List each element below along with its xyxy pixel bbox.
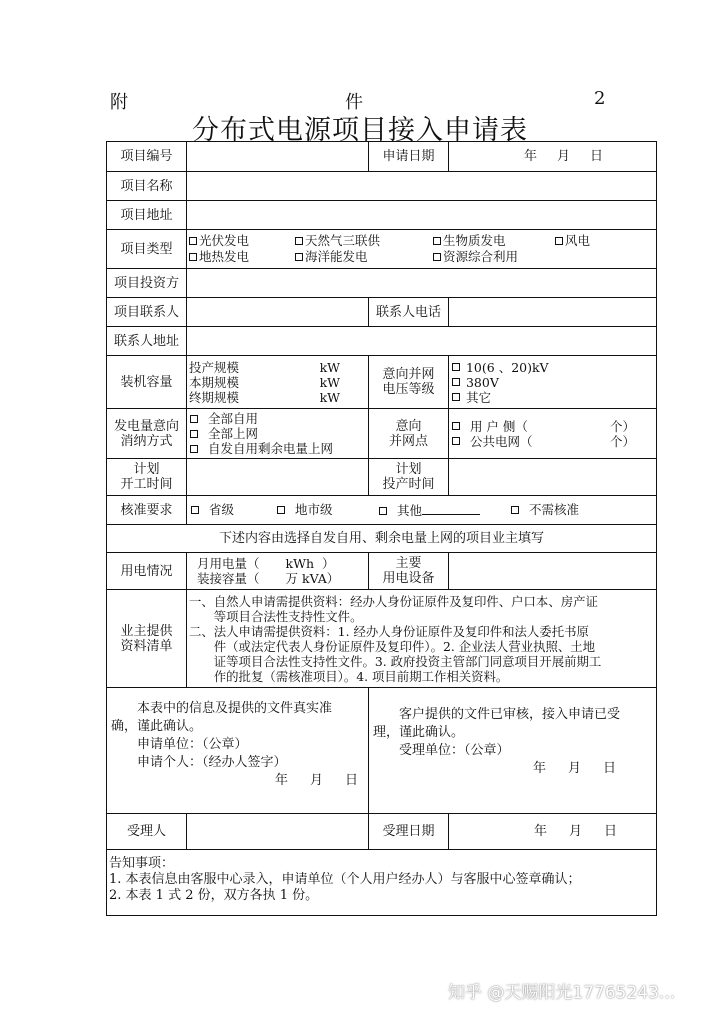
notice-item-1: 1. 本表信息由客服中心录入，申请单位（个人用户经办人）与客服中心签章确认； [109, 872, 581, 887]
label-project-addr: 项目地址 [107, 201, 187, 230]
label-receiver: 受理人 [107, 814, 187, 850]
row-project-addr [107, 201, 657, 230]
label-approval: 核准要求 [107, 496, 187, 525]
row-contact-addr [107, 327, 657, 356]
self-use-note: 下述内容由选择自发自用、剩余电量上网的项目业主填写 [107, 525, 657, 553]
field-plan-start[interactable] [187, 459, 369, 496]
applicant-confirm: 确，谨此确认。 [111, 719, 203, 734]
docs-line: 等项目合法性支持性文件。 [189, 608, 363, 624]
type-ocean[interactable]: 海洋能发电 [295, 249, 368, 264]
form-title: 分布式电源项目接入申请表 [192, 115, 528, 146]
label-docs: 业主提供 资料清单 [107, 590, 187, 688]
row-signatures [107, 688, 657, 814]
field-receiver[interactable] [187, 814, 369, 850]
field-approval [187, 496, 657, 525]
label-consume: 发电量意向 消纳方式 [107, 409, 187, 459]
row-capacity [107, 356, 657, 409]
checkbox-icon [379, 507, 387, 515]
annex-jian: 件 [345, 92, 363, 113]
field-plan-prod[interactable] [449, 459, 657, 496]
zhihu-watermark: 知乎 @天赐阳光17765243... [448, 983, 676, 1003]
notice-item-2: 2. 本表 1 式 2 份，双方各执 1 份。 [109, 888, 319, 903]
row-plan [107, 459, 657, 496]
consume-all-grid[interactable]: 全部上网 [190, 426, 365, 441]
checkbox-icon [555, 237, 563, 245]
field-main-equip[interactable] [449, 553, 657, 590]
row-receiver [107, 814, 657, 850]
field-contact-addr[interactable] [187, 327, 657, 356]
field-apply-date[interactable] [449, 142, 657, 172]
receiver-sign-block [369, 688, 657, 814]
label-usage: 用电情况 [107, 553, 187, 590]
field-docs [187, 590, 657, 688]
field-receive-date[interactable]: 年 月 日 [449, 814, 657, 850]
label-plan-prod: 计划 投产时间 [369, 459, 449, 496]
checkbox-icon [190, 445, 198, 453]
row-approval [107, 496, 657, 525]
checkbox-icon [433, 237, 441, 245]
receiver-statement: 客户提供的文件已审核，接入申请已受 [399, 707, 621, 722]
label-main-equip: 主要 用电设备 [369, 553, 449, 590]
field-project-no[interactable] [187, 142, 369, 172]
notice-block [107, 850, 657, 916]
voltage-380v[interactable]: 380V [452, 375, 653, 390]
annex-fu: 附 [110, 92, 128, 113]
field-capacity [187, 356, 369, 409]
cap-row-2[interactable]: 本期规模 kW [189, 374, 340, 390]
applicant-person-sign[interactable]: 申请个人：（经办人签字） [137, 755, 287, 770]
label-voltage: 意向并网 电压等级 [369, 356, 449, 409]
checkbox-icon [452, 378, 460, 386]
docs-line: 件（或法定代表人身份证原件及复印件）。2. 企业法人营业执照、土地 [189, 638, 596, 654]
field-contact[interactable] [187, 298, 369, 327]
usage-monthly[interactable]: 月用电量（ kWh ） [197, 556, 335, 571]
row-project-name [107, 172, 657, 201]
date-day: 日 [590, 149, 604, 164]
voltage-10kv[interactable]: 10(6 、20)kV [452, 360, 653, 375]
checkbox-icon [295, 237, 303, 245]
checkbox-icon [277, 506, 285, 514]
cap-row-1[interactable]: 投产规模 kW [189, 359, 340, 375]
type-gas[interactable]: 天然气三联供 [295, 233, 380, 248]
annex-number: 2 [594, 88, 606, 109]
field-consume [187, 409, 369, 459]
row-consume [107, 409, 657, 459]
docs-line: 一、自然人申请需提供资料：经办人身份证原件及复印件、户口本、房产证 [189, 593, 598, 609]
label-capacity: 装机容量 [107, 356, 187, 409]
label-project-type: 项目类型 [107, 230, 187, 269]
row-usage [107, 553, 657, 590]
checkbox-icon [189, 237, 197, 245]
applicant-sign-block [107, 688, 369, 814]
label-contact-phone: 联系人电话 [369, 298, 449, 327]
checkbox-icon [433, 253, 441, 261]
date-month: 月 [557, 149, 571, 164]
type-pv[interactable]: 光伏发电 [189, 233, 249, 248]
docs-line: 二、法人申请需提供资料：1. 经办人身份证原件及复印件和法人委托书原 [189, 623, 589, 639]
row-contact [107, 298, 657, 327]
checkbox-icon [452, 393, 460, 401]
field-project-name[interactable] [187, 172, 657, 201]
usage-installed[interactable]: 装接容量（ 万 kVA） [197, 571, 340, 586]
row-self-note [107, 525, 657, 553]
row-notice [107, 850, 657, 916]
checkbox-icon [189, 253, 197, 261]
label-plan-start: 计划 开工时间 [107, 459, 187, 496]
type-wind[interactable]: 风电 [555, 233, 590, 248]
label-investor: 项目投资方 [107, 269, 187, 298]
checkbox-icon [452, 363, 460, 371]
approval-other[interactable]: 其他 [379, 502, 480, 518]
label-project-name: 项目名称 [107, 172, 187, 201]
field-voltage [449, 356, 657, 409]
checkbox-icon [190, 415, 198, 423]
consume-surplus[interactable]: 自发自用剩余电量上网 [190, 441, 365, 456]
grid-public[interactable]: 公共电网（ 个） [452, 434, 653, 449]
type-resource[interactable]: 资源综合利用 [433, 249, 518, 264]
approval-city[interactable]: 地市级 [277, 502, 332, 517]
docs-line: 作的批复（需核准项目）。4. 项目前期工作相关资料。 [189, 668, 509, 684]
row-docs [107, 590, 657, 688]
applicant-unit-seal[interactable]: 申请单位：（公章） [137, 737, 248, 752]
grid-user-side[interactable]: 用 户 侧（ 个） [452, 419, 653, 434]
row-project-type [107, 230, 657, 269]
checkbox-icon [191, 506, 199, 514]
approval-none[interactable]: 不需核准 [511, 502, 579, 517]
field-project-type [187, 230, 657, 269]
applicant-statement: 本表中的信息及提供的文件真实准 [137, 701, 333, 716]
label-project-no: 项目编号 [107, 142, 187, 172]
checkbox-icon [452, 422, 460, 430]
label-grid-point: 意向 并网点 [369, 409, 449, 459]
consume-all-self[interactable]: 全部自用 [190, 411, 365, 426]
field-grid-point [449, 409, 657, 459]
approval-province[interactable]: 省级 [191, 502, 234, 517]
cap-row-3[interactable]: 终期规模 kW [189, 389, 340, 405]
field-investor[interactable] [187, 269, 657, 298]
receiver-unit-seal[interactable]: 受理单位：（公章） [399, 743, 510, 758]
row-investor [107, 269, 657, 298]
checkbox-icon [511, 506, 519, 514]
row-project-no [107, 142, 657, 172]
field-project-addr[interactable] [187, 201, 657, 230]
field-contact-phone[interactable] [449, 298, 657, 327]
date-year: 年 [524, 149, 538, 164]
label-receive-date: 受理日期 [369, 814, 449, 850]
applicant-date[interactable]: 年 月 日 [275, 773, 359, 788]
voltage-other[interactable]: 其它 [452, 390, 653, 405]
application-form-table [106, 141, 657, 916]
type-bio[interactable]: 生物质发电 [433, 233, 506, 248]
label-apply-date: 申请日期 [369, 142, 449, 172]
label-contact: 项目联系人 [107, 298, 187, 327]
receiver-date[interactable]: 年 月 日 [533, 761, 617, 776]
checkbox-icon [190, 430, 198, 438]
checkbox-icon [295, 253, 303, 261]
label-contact-addr: 联系人地址 [107, 327, 187, 356]
checkbox-icon [452, 437, 460, 445]
docs-line: 证等项目合法性支持性文件。3. 政府投资主管部门同意项目开展前期工 [189, 653, 602, 669]
field-usage [187, 553, 369, 590]
receiver-confirm: 理，谨此确认。 [373, 725, 465, 740]
type-geo[interactable]: 地热发电 [189, 249, 249, 264]
notice-title: 告知事项： [109, 856, 175, 871]
